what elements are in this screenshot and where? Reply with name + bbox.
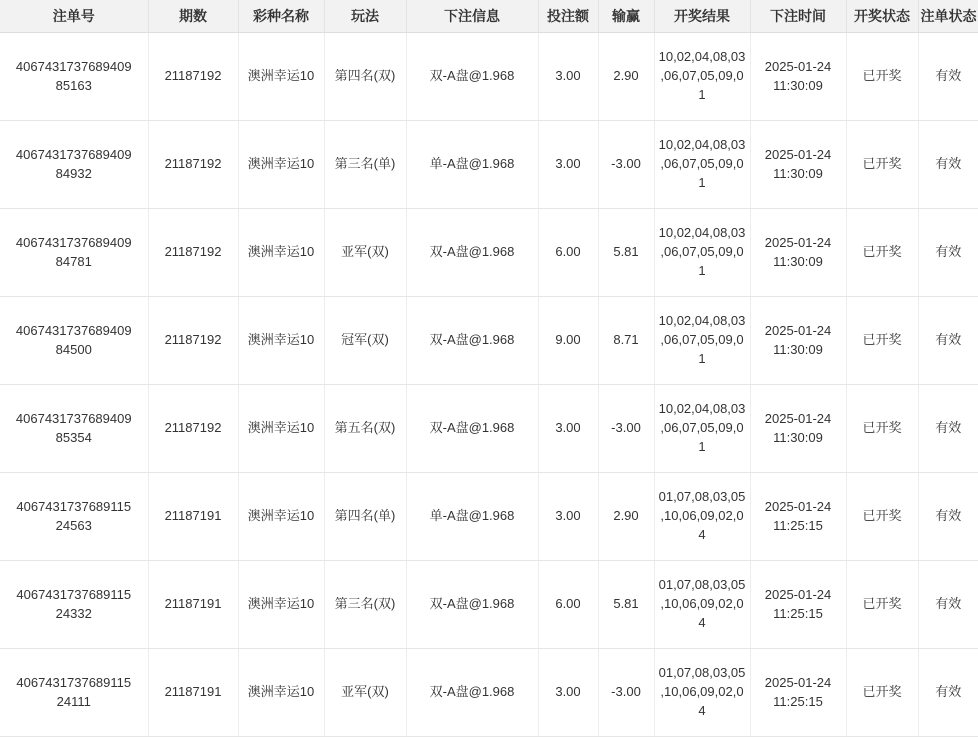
column-header-profit-loss[interactable]: 输赢 bbox=[598, 0, 654, 33]
cell-lottery-name: 澳洲幸运10 bbox=[238, 561, 324, 649]
cell-bet-time: 2025-01-24 11:30:09 bbox=[750, 297, 846, 385]
cell-profit-loss: -3.00 bbox=[598, 121, 654, 209]
table-header bbox=[0, 0, 978, 33]
cell-order-status: 有效 bbox=[918, 649, 978, 737]
cell-bet-amount: 6.00 bbox=[538, 209, 598, 297]
cell-play-type: 第四名(单) bbox=[324, 473, 406, 561]
cell-bet-info: 双-A盘@1.968 bbox=[406, 561, 538, 649]
cell-bet-info: 双-A盘@1.968 bbox=[406, 209, 538, 297]
column-header-order-status[interactable]: 注单状态 bbox=[918, 0, 978, 33]
table-row[interactable] bbox=[0, 121, 978, 209]
cell-bet-amount: 3.00 bbox=[538, 33, 598, 121]
cell-order-id: 4067431737689115 24332 bbox=[0, 561, 148, 649]
cell-order-id: 4067431737689409 85163 bbox=[0, 33, 148, 121]
cell-profit-loss: 5.81 bbox=[598, 209, 654, 297]
cell-draw-result: 10,02,04,08,03,06,07,05,09,01 bbox=[654, 33, 750, 121]
cell-draw-result: 10,02,04,08,03,06,07,05,09,01 bbox=[654, 121, 750, 209]
cell-order-id: 4067431737689115 24563 bbox=[0, 473, 148, 561]
cell-play-type: 冠军(双) bbox=[324, 297, 406, 385]
cell-bet-info: 单-A盘@1.968 bbox=[406, 473, 538, 561]
cell-bet-time: 2025-01-24 11:30:09 bbox=[750, 121, 846, 209]
cell-play-type: 亚军(双) bbox=[324, 649, 406, 737]
cell-issue: 21187192 bbox=[148, 121, 238, 209]
cell-bet-time: 2025-01-24 11:30:09 bbox=[750, 33, 846, 121]
column-header-lottery-name[interactable]: 彩种名称 bbox=[238, 0, 324, 33]
cell-bet-info: 双-A盘@1.968 bbox=[406, 649, 538, 737]
column-header-draw-result[interactable]: 开奖结果 bbox=[654, 0, 750, 33]
cell-profit-loss: 2.90 bbox=[598, 473, 654, 561]
cell-order-id: 4067431737689115 24111 bbox=[0, 649, 148, 737]
cell-order-id: 4067431737689409 85354 bbox=[0, 385, 148, 473]
column-header-play-type[interactable]: 玩法 bbox=[324, 0, 406, 33]
table-row[interactable] bbox=[0, 473, 978, 561]
cell-order-status: 有效 bbox=[918, 297, 978, 385]
cell-bet-amount: 9.00 bbox=[538, 297, 598, 385]
cell-play-type: 亚军(双) bbox=[324, 209, 406, 297]
table-row[interactable] bbox=[0, 297, 978, 385]
column-header-bet-amount[interactable]: 投注额 bbox=[538, 0, 598, 33]
cell-order-status: 有效 bbox=[918, 121, 978, 209]
cell-play-type: 第四名(双) bbox=[324, 33, 406, 121]
cell-issue: 21187191 bbox=[148, 561, 238, 649]
cell-draw-status: 已开奖 bbox=[846, 209, 918, 297]
cell-bet-amount: 3.00 bbox=[538, 385, 598, 473]
cell-bet-info: 双-A盘@1.968 bbox=[406, 385, 538, 473]
cell-draw-result: 01,07,08,03,05,10,06,09,02,04 bbox=[654, 473, 750, 561]
cell-lottery-name: 澳洲幸运10 bbox=[238, 385, 324, 473]
cell-order-status: 有效 bbox=[918, 209, 978, 297]
column-header-draw-status[interactable]: 开奖状态 bbox=[846, 0, 918, 33]
cell-order-id: 4067431737689409 84500 bbox=[0, 297, 148, 385]
cell-bet-amount: 3.00 bbox=[538, 121, 598, 209]
cell-issue: 21187191 bbox=[148, 649, 238, 737]
cell-bet-info: 单-A盘@1.968 bbox=[406, 121, 538, 209]
cell-lottery-name: 澳洲幸运10 bbox=[238, 209, 324, 297]
column-header-bet-info[interactable]: 下注信息 bbox=[406, 0, 538, 33]
cell-draw-status: 已开奖 bbox=[846, 649, 918, 737]
cell-bet-time: 2025-01-24 11:25:15 bbox=[750, 473, 846, 561]
column-header-order-id[interactable]: 注单号 bbox=[0, 0, 148, 33]
cell-bet-time: 2025-01-24 11:30:09 bbox=[750, 385, 846, 473]
table-row[interactable] bbox=[0, 649, 978, 737]
column-header-issue[interactable]: 期数 bbox=[148, 0, 238, 33]
cell-order-id: 4067431737689409 84781 bbox=[0, 209, 148, 297]
cell-issue: 21187192 bbox=[148, 385, 238, 473]
cell-issue: 21187191 bbox=[148, 473, 238, 561]
cell-draw-status: 已开奖 bbox=[846, 385, 918, 473]
cell-lottery-name: 澳洲幸运10 bbox=[238, 649, 324, 737]
cell-bet-time: 2025-01-24 11:25:15 bbox=[750, 649, 846, 737]
cell-issue: 21187192 bbox=[148, 33, 238, 121]
cell-bet-amount: 6.00 bbox=[538, 561, 598, 649]
table-row[interactable] bbox=[0, 33, 978, 121]
table-row[interactable] bbox=[0, 385, 978, 473]
cell-order-status: 有效 bbox=[918, 385, 978, 473]
cell-draw-result: 10,02,04,08,03,06,07,05,09,01 bbox=[654, 385, 750, 473]
cell-draw-status: 已开奖 bbox=[846, 473, 918, 561]
cell-play-type: 第五名(双) bbox=[324, 385, 406, 473]
cell-lottery-name: 澳洲幸运10 bbox=[238, 473, 324, 561]
cell-issue: 21187192 bbox=[148, 209, 238, 297]
cell-profit-loss: -3.00 bbox=[598, 385, 654, 473]
cell-draw-result: 01,07,08,03,05,10,06,09,02,04 bbox=[654, 561, 750, 649]
cell-draw-status: 已开奖 bbox=[846, 297, 918, 385]
cell-lottery-name: 澳洲幸运10 bbox=[238, 33, 324, 121]
column-header-bet-time[interactable]: 下注时间 bbox=[750, 0, 846, 33]
cell-order-status: 有效 bbox=[918, 33, 978, 121]
table-body bbox=[0, 33, 978, 737]
cell-order-status: 有效 bbox=[918, 561, 978, 649]
cell-order-id: 4067431737689409 84932 bbox=[0, 121, 148, 209]
cell-play-type: 第三名(双) bbox=[324, 561, 406, 649]
cell-profit-loss: 2.90 bbox=[598, 33, 654, 121]
cell-bet-info: 双-A盘@1.968 bbox=[406, 33, 538, 121]
cell-bet-amount: 3.00 bbox=[538, 473, 598, 561]
cell-draw-status: 已开奖 bbox=[846, 33, 918, 121]
cell-bet-info: 双-A盘@1.968 bbox=[406, 297, 538, 385]
cell-issue: 21187192 bbox=[148, 297, 238, 385]
cell-profit-loss: -3.00 bbox=[598, 649, 654, 737]
cell-lottery-name: 澳洲幸运10 bbox=[238, 121, 324, 209]
cell-draw-status: 已开奖 bbox=[846, 121, 918, 209]
cell-draw-result: 10,02,04,08,03,06,07,05,09,01 bbox=[654, 209, 750, 297]
table-row[interactable] bbox=[0, 209, 978, 297]
cell-draw-status: 已开奖 bbox=[846, 561, 918, 649]
cell-profit-loss: 5.81 bbox=[598, 561, 654, 649]
cell-draw-result: 10,02,04,08,03,06,07,05,09,01 bbox=[654, 297, 750, 385]
cell-bet-amount: 3.00 bbox=[538, 649, 598, 737]
cell-bet-time: 2025-01-24 11:30:09 bbox=[750, 209, 846, 297]
cell-lottery-name: 澳洲幸运10 bbox=[238, 297, 324, 385]
cell-bet-time: 2025-01-24 11:25:15 bbox=[750, 561, 846, 649]
cell-order-status: 有效 bbox=[918, 473, 978, 561]
cell-play-type: 第三名(单) bbox=[324, 121, 406, 209]
cell-draw-result: 01,07,08,03,05,10,06,09,02,04 bbox=[654, 649, 750, 737]
table-header-row bbox=[0, 0, 978, 33]
cell-profit-loss: 8.71 bbox=[598, 297, 654, 385]
